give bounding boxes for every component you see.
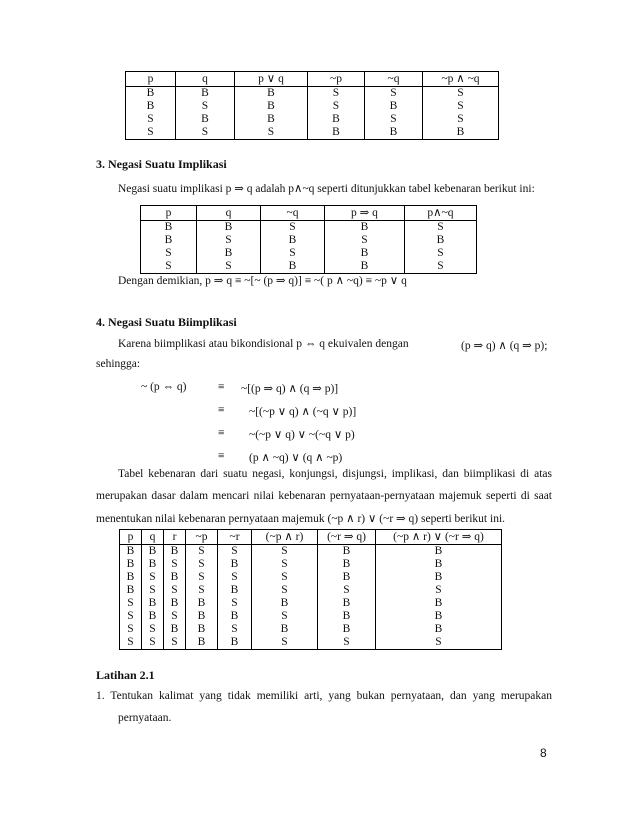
table-cell: S — [423, 113, 499, 126]
table-cell: S — [164, 636, 186, 650]
table-cell: S — [365, 87, 423, 101]
table-cell: S — [186, 545, 218, 559]
table-cell: B — [120, 545, 142, 559]
table-cell: B — [318, 597, 376, 610]
table-cell: B — [176, 113, 235, 126]
table-header-row — [126, 72, 499, 87]
table-row — [141, 247, 477, 260]
table-cell: S — [252, 610, 318, 623]
column-header: (~r ⇒ q) — [318, 530, 376, 545]
table-cell: B — [325, 247, 405, 260]
table-cell: B — [318, 545, 376, 559]
column-header: q — [142, 530, 164, 545]
table-cell: S — [405, 260, 477, 274]
column-header: p — [126, 72, 176, 87]
table-cell: S — [142, 636, 164, 650]
table-cell: B — [308, 126, 365, 140]
table-cell: S — [218, 571, 252, 584]
column-header: ~p — [308, 72, 365, 87]
table-cell: S — [423, 100, 499, 113]
table-cell: S — [252, 545, 318, 559]
table-cell: S — [218, 545, 252, 559]
table-cell: B — [141, 221, 197, 235]
table-row — [126, 113, 499, 126]
table-cell: B — [376, 597, 502, 610]
table-cell: S — [376, 636, 502, 650]
table-row — [120, 636, 502, 650]
column-header: p — [141, 206, 197, 221]
table-row — [120, 558, 502, 571]
table-cell: S — [126, 113, 176, 126]
table-cell: S — [176, 126, 235, 140]
table-cell: S — [308, 100, 365, 113]
table-cell: B — [318, 623, 376, 636]
sehingga-label: sehingga: — [96, 358, 141, 370]
table-cell: S — [318, 584, 376, 597]
table-cell: S — [142, 584, 164, 597]
table-cell: S — [235, 126, 308, 140]
table-cell: B — [186, 610, 218, 623]
table-cell: S — [423, 87, 499, 101]
column-header: p ⇒ q — [325, 206, 405, 221]
exercise-item-1-continued: pernyataan. — [118, 712, 172, 724]
table-cell: S — [252, 636, 318, 650]
column-header: q — [197, 206, 261, 221]
table-cell: B — [365, 126, 423, 140]
column-header: p — [120, 530, 142, 545]
section-3-conclusion: Dengan demikian, p ⇒ q ≡ ~[~ (p ⇒ q)] ≡ ~( p ∧ ~q) ≡ ~p ∨ q — [118, 275, 407, 287]
table-cell: B — [365, 100, 423, 113]
table-cell: S — [405, 221, 477, 235]
equivalence-step: ~[(p ⇒ q) ∧ (q ⇒ p)] — [241, 383, 339, 395]
table-cell: B — [252, 597, 318, 610]
section-4-intro: Karena biimplikasi atau bikondisional p ⇔ q ekuivalen dengan — [118, 338, 409, 350]
table-cell: B — [318, 610, 376, 623]
column-header: ~q — [365, 72, 423, 87]
table-cell: B — [186, 636, 218, 650]
table-row — [120, 623, 502, 636]
equiv-symbol: ≡ — [218, 427, 225, 439]
column-header: ~r — [218, 530, 252, 545]
table-cell: B — [120, 584, 142, 597]
table-cell: S — [318, 636, 376, 650]
column-header: ~q — [261, 206, 325, 221]
section-3-intro: Negasi suatu implikasi p ⇒ q adalah p∧~q seperti ditunjukkan tabel kebenaran berikut ini: — [118, 183, 535, 195]
table-cell: S — [164, 584, 186, 597]
equiv-symbol: ≡ — [218, 450, 225, 462]
table-row — [126, 100, 499, 113]
table-cell: B — [325, 221, 405, 235]
table-cell: S — [141, 260, 197, 274]
table-cell: S — [120, 636, 142, 650]
table-cell: S — [261, 221, 325, 235]
table-cell: B — [164, 545, 186, 559]
table-cell: B — [197, 221, 261, 235]
table-cell: S — [142, 623, 164, 636]
table-cell: S — [141, 247, 197, 260]
table-cell: S — [252, 571, 318, 584]
table-cell: B — [308, 113, 365, 126]
table-row — [126, 126, 499, 140]
page-number: 8 — [540, 746, 547, 760]
table-cell: B — [141, 234, 197, 247]
column-header: p∧~q — [405, 206, 477, 221]
table-cell: B — [218, 610, 252, 623]
table-cell: B — [218, 584, 252, 597]
table-cell: S — [186, 558, 218, 571]
table-cell: B — [218, 636, 252, 650]
column-header: ~p ∧ ~q — [423, 72, 499, 87]
table-cell: S — [186, 584, 218, 597]
equiv-symbol: ≡ — [218, 381, 225, 393]
table-cell: B — [423, 126, 499, 140]
table-cell: B — [261, 260, 325, 274]
table-cell: S — [252, 558, 318, 571]
equivalence-step: ~[(~p ∨ q) ∧ (~q ∨ p)] — [249, 406, 357, 418]
table-cell: S — [218, 597, 252, 610]
table-row — [120, 597, 502, 610]
table-cell: S — [126, 126, 176, 140]
table-cell: B — [176, 87, 235, 101]
table-header-row — [141, 206, 477, 221]
section-4-heading: 4. Negasi Suatu Biimplikasi — [96, 315, 237, 329]
table-cell: B — [164, 597, 186, 610]
exercise-item-1: 1. Tentukan kalimat yang tidak memiliki arti, yang bukan pernyataan, dan yang merupakan — [96, 690, 552, 702]
table-cell: B — [235, 100, 308, 113]
table-cell: B — [120, 558, 142, 571]
column-header: r — [164, 530, 186, 545]
table-cell: B — [142, 545, 164, 559]
table-cell: B — [186, 597, 218, 610]
column-header: (~p ∧ r) — [252, 530, 318, 545]
table-cell: B — [376, 545, 502, 559]
table-cell: S — [308, 87, 365, 101]
column-header: ~p — [186, 530, 218, 545]
table-row — [120, 610, 502, 623]
table-cell: B — [186, 623, 218, 636]
table-row — [126, 87, 499, 101]
table-row — [141, 221, 477, 235]
table-cell: S — [120, 597, 142, 610]
table-cell: B — [142, 597, 164, 610]
table-cell: S — [252, 584, 318, 597]
table-cell: B — [376, 623, 502, 636]
section-3-heading: 3. Negasi Suatu Implikasi — [96, 157, 227, 171]
table-cell: S — [197, 234, 261, 247]
exercise-heading: Latihan 2.1 — [96, 668, 155, 682]
table-cell: B — [164, 571, 186, 584]
paragraph-line: menentukan nilai kebenaran pernyataan majemuk (~p ∧ r) ∨ (~r ⇒ q) seperti berikut ini. — [96, 513, 506, 525]
equiv-symbol: ≡ — [218, 404, 225, 416]
table-cell: S — [376, 584, 502, 597]
table-cell: B — [218, 558, 252, 571]
table-cell: S — [164, 610, 186, 623]
table-cell: S — [197, 260, 261, 274]
table-cell: B — [376, 558, 502, 571]
paragraph-line: merupakan dasar dalam mencari nilai kebenaran pernyataan-pernyataan majemuk seperti di saat — [96, 490, 552, 502]
table-cell: B — [126, 87, 176, 101]
equivalence-step: (p ∧ ~q) ∨ (q ∧ ~p) — [249, 452, 343, 464]
table-cell: S — [186, 571, 218, 584]
truth-table-implication-negation — [140, 205, 477, 274]
table-cell: B — [142, 610, 164, 623]
table-cell: S — [325, 234, 405, 247]
table-cell: S — [261, 247, 325, 260]
table-cell: S — [176, 100, 235, 113]
equivalence-step: ~(~p ∨ q) ∨ ~(~q ∨ p) — [249, 429, 355, 441]
paragraph-line: Tabel kebenaran dari suatu negasi, konjungsi, disjungsi, implikasi, dan biimplikasi di atas — [118, 468, 552, 480]
column-header: p ∨ q — [235, 72, 308, 87]
table-cell: S — [142, 571, 164, 584]
table-row — [141, 234, 477, 247]
table-cell: B — [142, 558, 164, 571]
table-cell: B — [126, 100, 176, 113]
table-cell: B — [376, 571, 502, 584]
table-row — [120, 545, 502, 559]
table-cell: B — [318, 571, 376, 584]
table-cell: B — [261, 234, 325, 247]
section-4-intro-formula: (p ⇒ q) ∧ (q ⇒ p); — [461, 340, 548, 352]
column-header: q — [176, 72, 235, 87]
table-cell: B — [376, 610, 502, 623]
table-cell: B — [120, 571, 142, 584]
truth-table-disjunction-negation — [125, 71, 499, 140]
table-cell: B — [325, 260, 405, 274]
table-row — [141, 260, 477, 274]
table-cell: S — [365, 113, 423, 126]
table-cell: B — [252, 623, 318, 636]
table-cell: B — [164, 623, 186, 636]
truth-table-compound-statement — [119, 529, 502, 650]
table-cell: B — [235, 113, 308, 126]
equivalence-lhs: ~ (p ⇔ q) — [141, 381, 187, 393]
table-row — [120, 571, 502, 584]
table-cell: B — [197, 247, 261, 260]
table-cell: B — [405, 234, 477, 247]
table-cell: S — [218, 623, 252, 636]
table-cell: B — [318, 558, 376, 571]
table-cell: B — [235, 87, 308, 101]
column-header: (~p ∧ r) ∨ (~r ⇒ q) — [376, 530, 502, 545]
table-cell: S — [120, 610, 142, 623]
table-header-row — [120, 530, 502, 545]
table-cell: S — [405, 247, 477, 260]
table-row — [120, 584, 502, 597]
table-cell: S — [164, 558, 186, 571]
table-cell: S — [120, 623, 142, 636]
